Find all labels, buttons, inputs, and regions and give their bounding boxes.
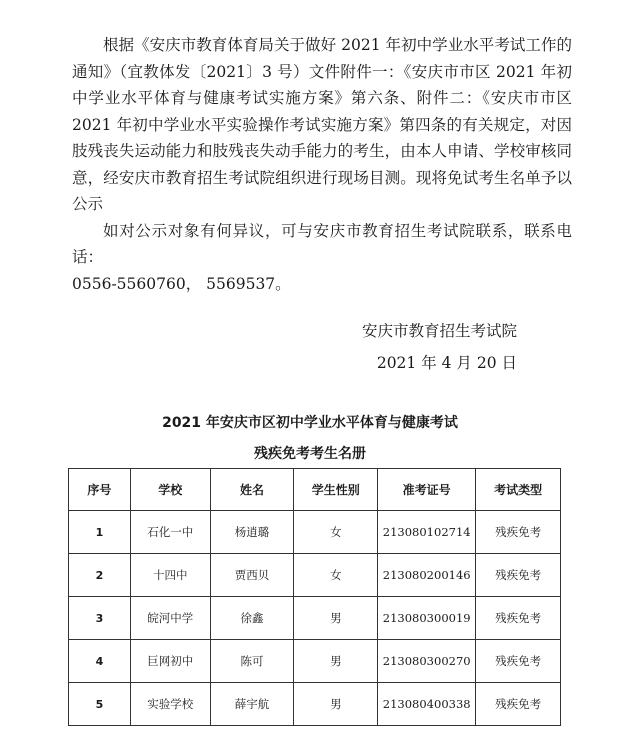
cell-exam-type: 残疾免考 <box>476 640 561 683</box>
cell-exam-type: 残疾免考 <box>476 511 561 554</box>
notice-paragraph-2: 如对公示对象有何异议，可与安庆市教育招生考试院联系，联系电话： <box>72 221 572 266</box>
signature-date: 2021 年 4 月 20 日 <box>376 354 517 372</box>
table-header-row <box>69 469 561 511</box>
table-row <box>69 597 561 640</box>
header-school: 学校 <box>130 469 210 511</box>
header-gender: 学生性别 <box>294 469 378 511</box>
cell-seq: 4 <box>69 640 131 683</box>
header-name: 姓名 <box>210 469 294 511</box>
cell-name: 杨逍璐 <box>210 511 294 554</box>
cell-school: 实验学校 <box>130 683 210 726</box>
cell-gender: 男 <box>294 597 378 640</box>
cell-seq: 2 <box>69 554 131 597</box>
cell-seq: 5 <box>69 683 131 726</box>
cell-seq: 1 <box>69 511 131 554</box>
cell-exam-type: 残疾免考 <box>476 597 561 640</box>
cell-exam-id: 213080102714 <box>378 511 476 554</box>
cell-exam-type: 残疾免考 <box>476 683 561 726</box>
cell-name: 陈可 <box>210 640 294 683</box>
exempt-students-table <box>68 468 561 726</box>
header-exam-id: 准考证号 <box>378 469 476 511</box>
cell-name: 徐鑫 <box>210 597 294 640</box>
cell-name: 贾西贝 <box>210 554 294 597</box>
notice-body <box>72 32 572 297</box>
table-row <box>69 683 561 726</box>
cell-name: 薛宇航 <box>210 683 294 726</box>
cell-gender: 女 <box>294 554 378 597</box>
header-seq: 序号 <box>69 469 131 511</box>
cell-school: 皖河中学 <box>130 597 210 640</box>
notice-paragraph-1: 根据《安庆市教育体育局关于做好 2021 年初中学业水平考试工作的通知》（宜教体发〔2021〕3 号）文件附件一：《安庆市市区 2021 年初中学业水平体育与健康考试实施方案》第六条、附件二：《安庆市市区 2021 年初中学业水平实验操作考试实施方案》第四条的有关规定，对因肢残丧失运动能力和肢残丧失动手能力的考生，由本人申请、学校审核同意，经安庆市教育招生考试院组织进行现场目测。现将免试考生名单予以公示 <box>72 36 572 213</box>
table-row <box>69 640 561 683</box>
table-row <box>69 511 561 554</box>
header-exam-type: 考试类型 <box>476 469 561 511</box>
cell-exam-id: 213080300270 <box>378 640 476 683</box>
cell-school: 十四中 <box>130 554 210 597</box>
contact-phone: 0556-5560760， 5569537。 <box>72 274 291 293</box>
signature-block <box>362 315 517 379</box>
cell-school: 巨网初中 <box>130 640 210 683</box>
cell-exam-id: 213080200146 <box>378 554 476 597</box>
table-title: 2021 年安庆市区初中学业水平体育与健康考试 <box>162 415 458 431</box>
cell-seq: 3 <box>69 597 131 640</box>
cell-exam-id: 213080300019 <box>378 597 476 640</box>
cell-gender: 男 <box>294 640 378 683</box>
cell-gender: 男 <box>294 683 378 726</box>
table-subtitle: 残疾免考考生名册 <box>254 446 366 462</box>
cell-school: 石化一中 <box>130 511 210 554</box>
signature-org: 安庆市教育招生考试院 <box>361 322 517 340</box>
table-row <box>69 554 561 597</box>
cell-gender: 女 <box>294 511 378 554</box>
cell-exam-type: 残疾免考 <box>476 554 561 597</box>
cell-exam-id: 213080400338 <box>378 683 476 726</box>
